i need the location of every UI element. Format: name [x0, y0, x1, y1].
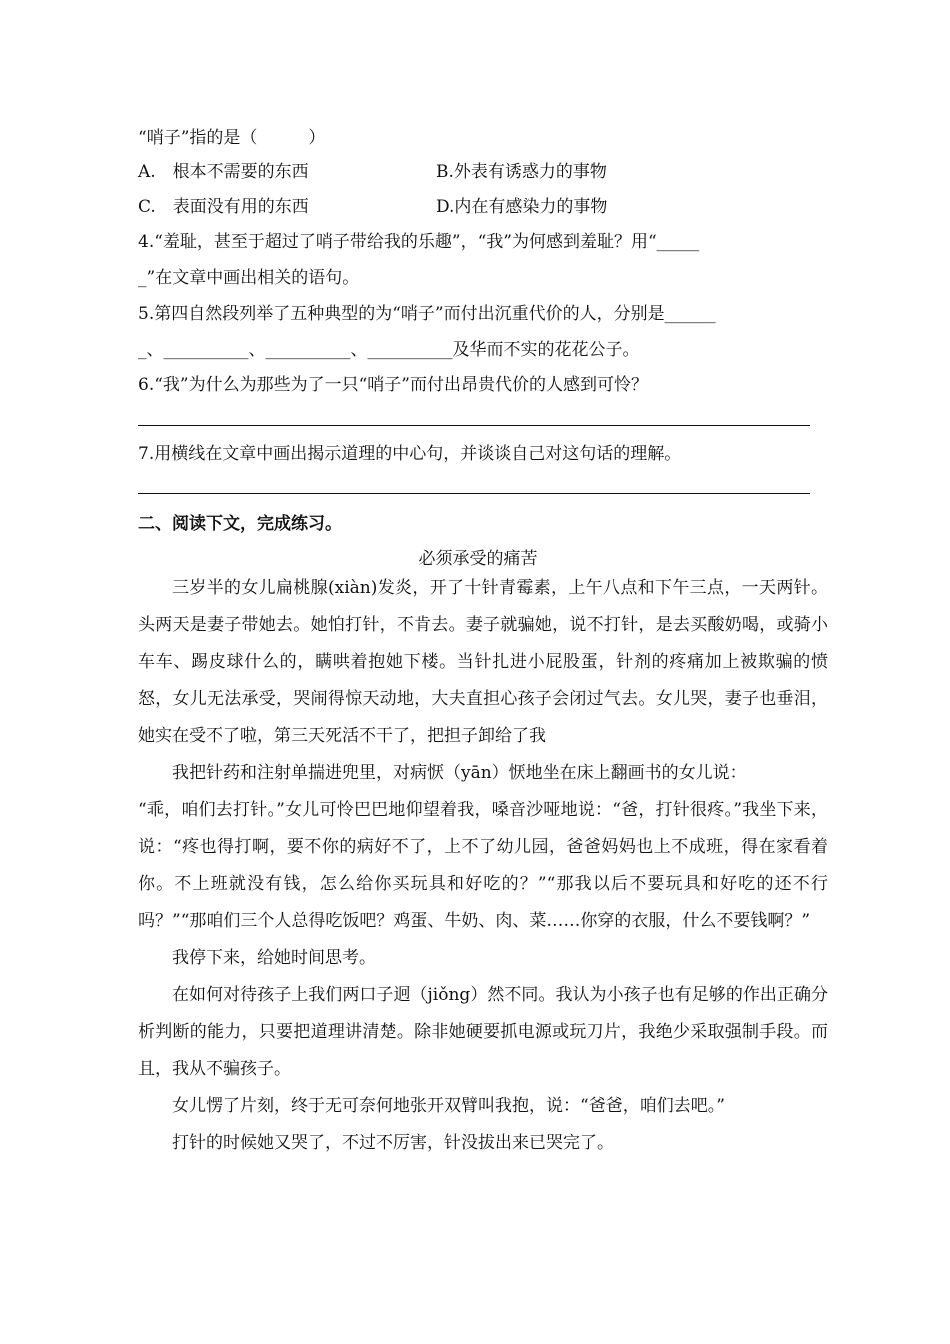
answer-line-q7 — [138, 493, 810, 494]
question-5-line-1: 5.第四自然段列举了五种典型的为“哨子”而付出沉重代价的人，分别是______ — [138, 304, 716, 324]
question-7: 7.用横线在文章中画出揭示道理的中心句，并谈谈自己对这句话的理解。 — [138, 444, 682, 464]
question-5-line-2: _、__________、__________、__________及华而不实的花花公子。 — [138, 340, 640, 360]
option-c: C. 表面没有用的东西 — [138, 197, 309, 217]
section-2-heading: 二、阅读下文，完成练习。 — [138, 514, 342, 534]
option-a: A. 根本不需要的东西 — [138, 162, 309, 182]
question-3-stem: “哨子”指的是（ ） — [138, 128, 326, 148]
question-4-line-2: _”在文章中画出相关的语句。 — [138, 268, 360, 288]
question-4-line-1: 4.“羞耻，甚至于超过了哨子带给我的乐趣”，“我”为何感到羞耻？用“_____ — [138, 232, 700, 252]
paragraph-5: 在如何对待孩子上我们两口子迥（jiǒng）然不同。我认为小孩子也有足够的作出正确分析判断的能力，只要把道理讲清楚。除非她硬要抓电源或玩刀片，我绝少采取强制手段。而且，我从不骗孩子。 — [138, 985, 828, 1079]
paragraph-2: 我把针药和注射单揣进兜里，对病恹（yān）恹地坐在床上翻画书的女儿说： — [172, 763, 747, 783]
question-6: 6.“我”为什么为那些为了一只“哨子”而付出昂贵代价的人感到可怜？ — [138, 375, 648, 395]
paragraph-4: 我停下来，给她时间思考。 — [172, 948, 376, 968]
article-body — [138, 570, 828, 1162]
option-d: D.内在有感染力的事物 — [436, 197, 608, 217]
answer-line-q6 — [138, 425, 810, 426]
paragraph-3: “乖，咱们去打针。”女儿可怜巴巴地仰望着我，嗓音沙哑地说：“爸，打针很疼。”我坐下来，说：“疼也得打啊，要不你的病好不了，上不了幼儿园，爸爸妈妈也上不成班，得在家看着你。不上班就没有钱，怎么给你买玩具和好吃的？”“那我以后不要玩具和好吃的还不行吗？”“那咱们三个人总得吃饭吧？鸡蛋、牛奶、肉、菜……你穿的衣服，什么不要钱啊？” — [138, 800, 828, 931]
paragraph-1: 三岁半的女儿扁桃腺(xiàn)发炎，开了十针青霉素，上午八点和下午三点，一天两针。头两天是妻子带她去。她怕打针，不肯去。妻子就骗她，说不打针，是去买酸奶喝，或骑小车车、踢皮球什么的，瞒哄着抱她下楼。当针扎进小屁股蛋，针剂的疼痛加上被欺骗的愤怒，女儿无法承受，哭闹得惊天动地，大夫直担心孩子会闭过气去。女儿哭，妻子也垂泪，她实在受不了啦，第三天死活不干了，把担子卸给了我 — [138, 578, 828, 746]
article-title: 必须承受的痛苦 — [418, 549, 538, 569]
option-b: B.外表有诱惑力的事物 — [436, 162, 607, 182]
paragraph-7: 打针的时候她又哭了，不过不厉害，针没拔出来已哭完了。 — [172, 1133, 614, 1153]
paragraph-6: 女儿愣了片刻，终于无可奈何地张开双臂叫我抱，说：“爸爸，咱们去吧。” — [172, 1096, 725, 1116]
